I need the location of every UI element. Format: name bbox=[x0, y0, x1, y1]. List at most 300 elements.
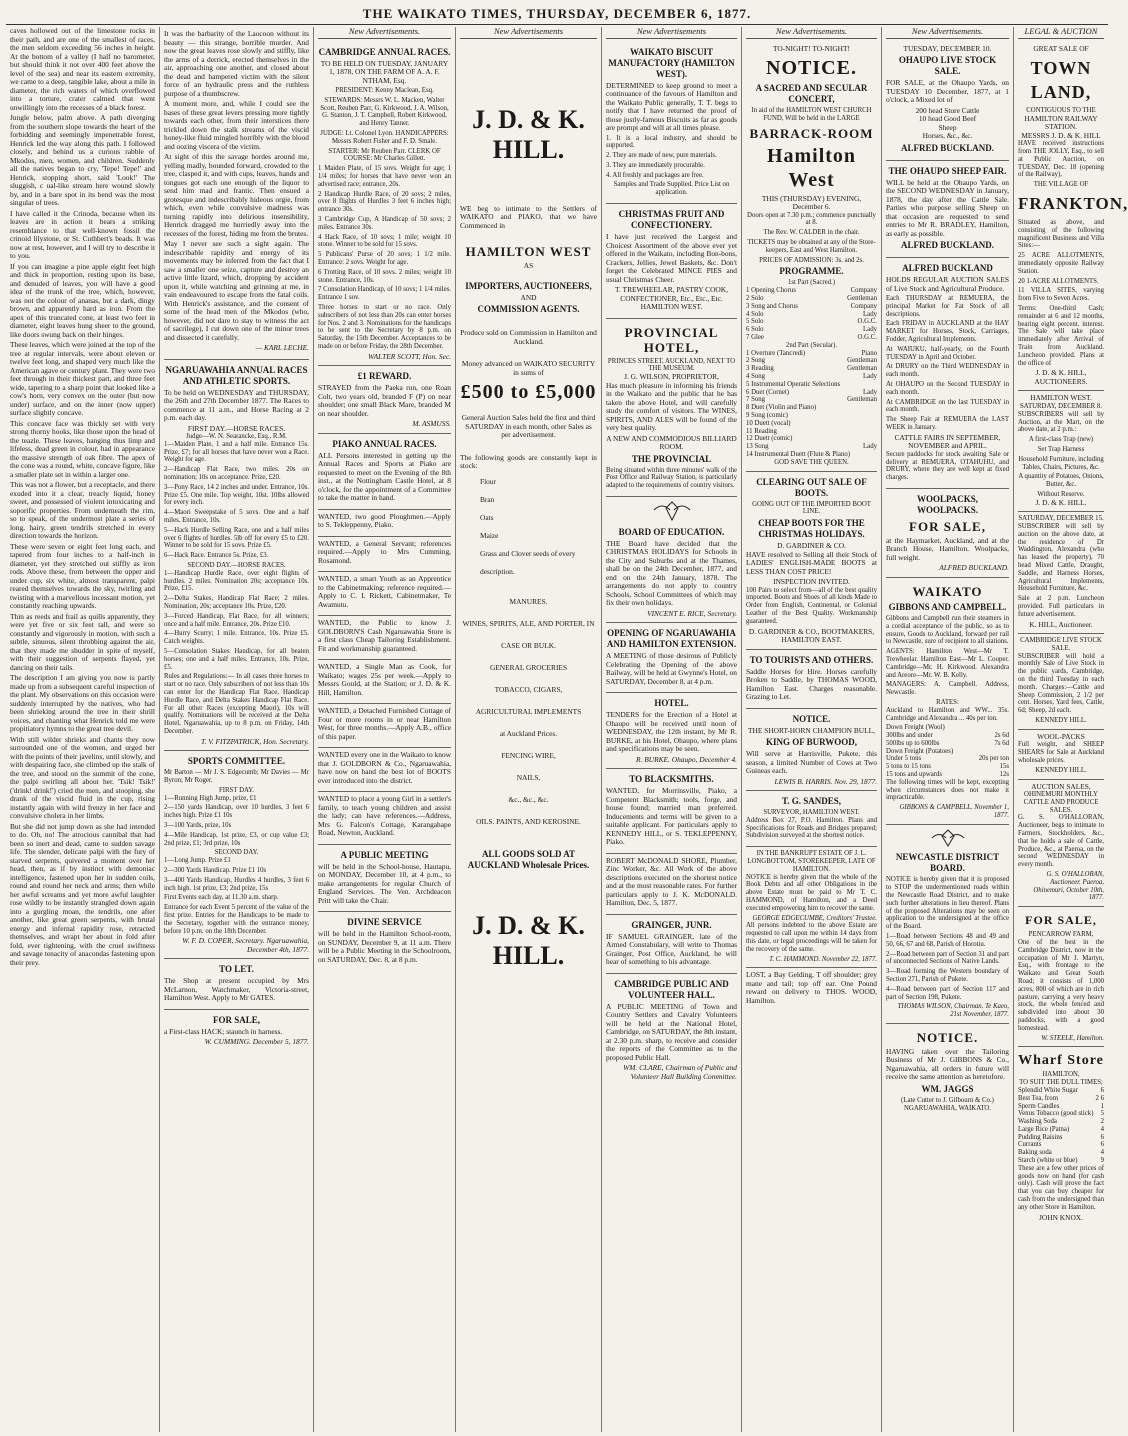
ad-role: IMPORTERS, AUCTIONEERS, bbox=[465, 280, 592, 291]
sale-item: A quantity of Potatoes, Onions, Butter, &c. bbox=[1018, 473, 1104, 489]
story-paragraph: This was not a flower, but a receptacle, and there exuded into it a clear, treacly liquid, honey sweet, and possessed of violent intoxicating and soporific properties. From underneath the rim, so to speak, of the undermost plate a series of long, hairy, green tendrils stretched in every direction towards the horizon. bbox=[10, 480, 155, 540]
ad-signature: LEWIS B. HARRIS. Nov. 29, 1877. bbox=[774, 776, 877, 786]
ad-name: KING OF BURWOOD, bbox=[765, 737, 858, 748]
programme-row: 6 Duet (Cornet) Lady bbox=[746, 388, 877, 396]
column-ads-8 bbox=[1014, 26, 1128, 1432]
ad-signature: JOHN KNOX. bbox=[1039, 1212, 1083, 1222]
price-list bbox=[1018, 1087, 1104, 1165]
ad-subtitle: GOING OUT OF THE IMPORTED BOOT LINE. bbox=[752, 500, 871, 516]
column-header: LEGAL & AUCTION bbox=[1018, 27, 1104, 39]
ad-signature: (Late Cutter to J. Gilbourn & Co.) NGARUAWAHIA, WAIKATO. bbox=[901, 1096, 994, 1112]
goods-item: OILS. PAINTS, AND KEROSINE. bbox=[476, 816, 581, 826]
ad-subhead: CATTLE FAIRS IN SEPTEMBER, NOVEMBER and APRIL. bbox=[894, 432, 1001, 451]
programme-part: 1st Part (Sacred.) bbox=[788, 279, 835, 287]
programme-row: 9 Song (comic) bbox=[746, 411, 788, 419]
race-item: 6 Trotting Race, of 10 sovs. 2 miles; weight 10 stone. Entrance, 10s. bbox=[318, 268, 451, 284]
ad-text: TENDERS for the Erection of a Hotel at Ohaupo will be received until noon of WEDNESDAY, the 12th instant, by Mr R. BURKE, at his Hotel, Ohaupo, where plans and specifications may be seen. bbox=[606, 710, 737, 754]
race-item: 1—Maiden Plate, 1 and a half mile. Entrance 15s. Prize, £7; for all horses that have never won a Race. Weight for age. bbox=[164, 440, 309, 464]
ad-judge: Judge—W. N. Searancke, Esq., R.M. bbox=[186, 433, 287, 440]
rate-row: 300lbs and under 2s 6d bbox=[886, 732, 1009, 740]
columns bbox=[6, 26, 1128, 1432]
column-header: New Advertisements bbox=[606, 27, 737, 39]
ad-text: SUBSCRIBER will sell by auction on the above date, at the residence of Dr Waddington, Alexandra (who has leased the property), 70 head Mixed Cattle, Draught, Saddle, and Harness Horses, Agricultural Implements, Household Furniture, &c. bbox=[1018, 522, 1104, 593]
story-paragraph: These were seven or eight feet long each, and tapered from four inches to a half-inch in diameter, yet they stretched out stiffly as iron rods. Above these, from between the upper and under cup, six white, almost transparent, palpi reared themselves towards the sky, twirling and twisting with a marvellous incessant motion, yet constantly reaching upwards. bbox=[10, 541, 155, 610]
story-paragraph: May I never see such a sight again. The indescribable rapidity and energy of its movements may be inferred from the fact that I saw a smaller one seize, capture and destroy an active little lizard, which, dropping by accident upon it, while watching and grinning at me, in vain endeavoured to escape from the fatal coils. With Henrick's assistance, and the consent of some of the head men of the Mkodos (who, however, did not dare to stay to witness the act of sacrilege), I cut down one of the minor trees and dissected it carefully. bbox=[164, 239, 309, 342]
ad-text: Saddle Horses for Hire. Horses carefully Broken to Saddle, by THOMAS WOOD, Hamilton East. Charges reasonable. Grazing to Let. bbox=[746, 666, 877, 702]
ad-notice: NOTICE. bbox=[766, 57, 857, 79]
ad-text: IF SAMUEL GRAINGER, late of the Armed Constabulary, will write to Thomas Grainger, Post Office, Auckland, he will hear of something to his advantage. bbox=[606, 931, 737, 967]
ad-title: CHRISTMAS FRUIT AND CONFECTIONERY. bbox=[618, 209, 725, 231]
ad-title: NEWCASTLE DISTRICT BOARD. bbox=[895, 852, 1000, 874]
programme-row: 1 Overture (Tancredi) Piano bbox=[746, 349, 877, 357]
ad-venue: BARRACK-ROOM bbox=[749, 125, 874, 141]
programme-row: 10 Duett (vocal) bbox=[746, 419, 791, 427]
ad-title: GREAT SALE OF bbox=[1033, 43, 1089, 53]
column-header: New Advertisements bbox=[460, 27, 597, 39]
ad-place: HAMILTON WEST. bbox=[1030, 393, 1092, 403]
hotel-tender-ad bbox=[606, 693, 737, 769]
column-story-1 bbox=[6, 27, 160, 1432]
race-item: 6—Hack Race. Entrance 5s. Prize, £3. bbox=[164, 552, 269, 560]
list-item: 4. All freshly and packages are free. bbox=[606, 171, 704, 179]
price-row: Currants 6 bbox=[1018, 1141, 1104, 1149]
column-header: New Advertisements. bbox=[746, 27, 877, 39]
sale-item: A first-class Trap (new) bbox=[1028, 436, 1094, 444]
ad-headline: TOWN LAND, bbox=[1030, 58, 1092, 102]
ad-subtitle: TO SUIT THE DULL TIMES; bbox=[1019, 1079, 1103, 1087]
ad-title: THE OHAUPO SHEEP FAIR. bbox=[888, 165, 1007, 176]
buckland-auctions-ad bbox=[886, 258, 1009, 489]
goods-item: FENCING WIRE, bbox=[501, 750, 556, 760]
crest-icon bbox=[606, 500, 737, 525]
story-text bbox=[10, 27, 155, 967]
story-paragraph: This concave face was thickly set with very strong thorny hooks, like those upon the head of the teazle. These leaves, hanging thus limp and lifeless, dead green in colour, had in appearance the massive strength of oak fibre. The apex of the cone was a round, white, concave figure, like a smaller plate set in within a larger one. bbox=[10, 418, 155, 479]
ad-text: WILL be held at the Ohaupo Yards, on the SECOND WEDNESDAY in January, 1878, the day after the Cattle Sale. Parties who purpose selling Sheep on that occasion are requested to send entries to Mr R. BRADLEY, Hamilton, as early as possible. bbox=[886, 177, 1009, 238]
ad-title: CAMBRIDGE ANNUAL RACES. bbox=[318, 46, 451, 57]
ad-text: STARTER: Mr Reuben Parr. CLERK OF COURSE: Mr Charles Gillett. bbox=[328, 147, 441, 163]
ad-title: A PUBLIC MEETING bbox=[340, 849, 429, 860]
ad-text: Mr Barton — Mr J. S. Edgecumb; Mr Davies — Mr Byron; Mr Roger. bbox=[164, 769, 309, 784]
newcastle-board-ad bbox=[886, 825, 1009, 1024]
ad-text: WANTED, a smart Youth as an Apprentice to the Cabinetmaking; reference required.—Apply to C. I. Rickett, Cabinetmaker, Te Awamutu. bbox=[318, 574, 451, 609]
rate-row: Down Freight (Potatoes) bbox=[886, 747, 954, 755]
ad-subtitle: FOR SALE, bbox=[909, 518, 986, 534]
race-item: 3—Forced Handicap, Flat Race, for all winners; once and a half mile. Entrance, 20s. Prize £10. bbox=[164, 612, 309, 628]
ad-text: To be held on WEDNESDAY and THURSDAY, the 26th and 27th December 1877. The Races to commence at 11 a.m., and Horse Racing at 2 p.m. each day. bbox=[164, 387, 309, 422]
ad-firm: MESSRS J. D. & K. HILL bbox=[1021, 130, 1101, 140]
ad-title: £1 REWARD. bbox=[357, 371, 412, 382]
ad-subhead: FIRST DAY. bbox=[218, 786, 254, 794]
ad-text: General Auction Sales held the first and third SATURDAY in each month, other Sales as per advertisement. bbox=[461, 413, 596, 439]
ad-place: Hamilton West bbox=[766, 144, 857, 191]
ad-text: Terms: One-third Cash; remainder at 6 and 12 months, bearing eight percent. interest. The Sale will take place immediately after Arrival of Train from Auckland. Luncheon provided. Plans at the office of bbox=[1018, 305, 1104, 367]
ad-signature: W. F. D. COPER, Secretary. Ngaruawahia, December 4th, 1877. bbox=[182, 936, 309, 954]
rate-row: Down Freight (Wool) bbox=[886, 724, 945, 732]
ad-role: COMMISSION AGENTS. bbox=[477, 304, 580, 314]
ad-title: BOARD OF EDUCATION. bbox=[618, 526, 725, 537]
plumber-ad bbox=[606, 854, 737, 915]
ad-role: SURVEYOR, HAMILTON WEST. bbox=[763, 809, 860, 817]
ad-text: Entrance for each Event 5 percent of the value of the first prize. Entries for the Handicaps to be made to the Secretary, together with the entrance money, before 10 p.m. on the 18th December. bbox=[164, 904, 309, 935]
christmas-fruit-ad bbox=[606, 204, 737, 319]
list-item: 2. They are made of new, pure materials. bbox=[606, 152, 717, 160]
ad-text: WANTED, the Public to know J. GOLDBORN'S Cash Ngaruawahia Store is a first class Cheap Tailoring Establishment. Fit and workmanship guaranteed. bbox=[318, 618, 451, 653]
road-item: 1—Road between Sections 48 and 49 and 50, 66, 67 and 68, Parish of Horotiu. bbox=[886, 932, 1009, 948]
ad-text: WANTED, two good Ploughmen.—Apply to S. Tekleppenny, Piako. bbox=[318, 511, 451, 530]
programme-row: 14 Instrumental Duett (Flute & Piano) bbox=[746, 450, 851, 458]
ad-title: SPORTS COMMITTEE. bbox=[187, 756, 286, 767]
ad-text: WANTED every one in the Waikato to know that J. GOLDBORN & Co., Ngaruawahia, have now on hand the best lot of BOOTS ever introduced into the district. bbox=[318, 750, 451, 785]
wanted-ad bbox=[318, 510, 451, 537]
ad-title: AUCTION SALES, bbox=[1031, 781, 1091, 791]
schedule-item: At WAIUKU, half-yearly, on the Fourth TUESDAY in April and October. bbox=[886, 345, 1009, 361]
sheep-fair-ad bbox=[886, 161, 1009, 259]
ad-subtitle: PRINCES STREET, AUCKLAND, NEXT TO THE MUSEUM. bbox=[607, 357, 736, 373]
tourists-ad bbox=[746, 650, 877, 709]
story-paragraph: Jungle below, palm above. A path diverging from the southern slope towards the heart of the forbidding and seemingly impenetrable forest, Henrick led the way along this path. I followed closely, and behind us a curious rabble of Mkodos, men, women, and children. Suddenly all the natives began to cry, 'Tepe! Tepe!' and Henrick, stopping short, said 'Look!' The sluggish, c ual-like stream here wound slowly by, and in a bare spot in its bend was the most singular of trees. bbox=[10, 113, 155, 207]
column-header: New Advertisements. bbox=[318, 27, 451, 39]
goods-item: Oats bbox=[480, 512, 494, 522]
ad-text: PRICES OF ADMISSION: 3s. and 2s. bbox=[759, 256, 864, 264]
ad-text: The following times will be kept, excepting when circumstances does not make it impracticable. bbox=[886, 778, 1009, 802]
story-paragraph: Thin as reeds and frail as quills apparently, they were yet five or six feet tall, and were so constantly and vigorously in motion, with such a subtle, sinuous, silent throbbing against the air, that they made me shudder in spite of myself, with their suggestion of serpents flayed, yet dancing on their tails. bbox=[10, 611, 155, 672]
goods-list bbox=[460, 473, 597, 581]
ad-text: STRAYED from the Paeka run, one Roan Colt, two years old, branded F (P) on near shoulder; one small Black Mare, branded M on near shoulder. bbox=[318, 383, 451, 418]
ad-text: TO BE HELD ON TUESDAY, JANUARY 1, 1878, ON THE FARM OF A. A. F. NTHAM, Esq. bbox=[320, 58, 449, 85]
ad-proprietor: J. G. WILSON, PROPRIETOR, bbox=[624, 372, 719, 382]
column-ads-5 bbox=[602, 27, 742, 1432]
town-land-sale-ad bbox=[1018, 42, 1128, 392]
ad-signature: M. ASMUSS. bbox=[412, 419, 451, 429]
blacksmiths-ad bbox=[606, 769, 737, 854]
column-ads-6 bbox=[742, 27, 882, 1432]
goods-item: Maize bbox=[480, 530, 499, 540]
alexandra-sale-ad bbox=[1018, 512, 1104, 634]
firm-name: J. D. & K. HILL. bbox=[472, 910, 585, 970]
ad-text: PRESIDENT: Kenny Maclean, Esq. bbox=[335, 87, 434, 94]
story-paragraph: If you can imagine a pine apple eight feet high and thick in proportion, resting upon its base, and denuded of leaves, you will have a good idea of the trunk of the tree, which, however, was not the colour of ananas, but a dark, dingy brown, and apparently hard as iron. From the apex of this truncated cone, at least two feet in diameter, eight leaves hung sheer to the ground, like doors swung back on their hinges. bbox=[10, 261, 155, 339]
ad-text: HOLDS REGULAR AUCTION SALES of Live Stock and Agricultural Produce. bbox=[886, 275, 1009, 293]
ad-rules: Three horses to start or no race. Only subscribers of not less than 20s can enter horses for Nos. 2 and 3. Nominations for the handicaps to be sent to the Secretary by 8 p.m. on Saturday, the 15th December. Acceptances to be made on or before Friday, the 28th December. bbox=[318, 303, 451, 350]
ad-subhead: SECOND DAY.—HORSE RACES. bbox=[187, 561, 286, 569]
goods-item: Grass and Clover seeds of every description. bbox=[480, 548, 576, 576]
race-item: 1—Handicap Hurdle Race, over eight flights of hurdles. 2 miles. Nomination 20s; acceptance 10s. Prize, £15. bbox=[164, 569, 309, 593]
ad-signature: T. TREWHEELAR, PASTRY COOK, CONFECTIONER, Etc., Etc., Etc. HAMILTON WEST. bbox=[615, 285, 728, 312]
ad-text: WANTED to place a young Girl in a settler's family, to teach young children and assist the lady; can have references.—Address, Mrs G. Falcon's Cottage, Karangahape Road, Newton, Auckland. bbox=[318, 794, 451, 838]
event-item: 1—Long Jump. Prize £1 bbox=[164, 857, 231, 865]
ad-title: TO TOURISTS AND OTHERS. bbox=[749, 654, 874, 665]
ad-text: Produce sold on Commission in Hamilton and Auckland. bbox=[460, 328, 597, 346]
bankrupt-estate-ad bbox=[746, 847, 877, 968]
ad-name: WM. JAGGS bbox=[921, 1083, 974, 1094]
road-item: 4—Road between part of Section 117 and part of Section 198, Pukete. bbox=[886, 985, 1009, 1001]
ad-title: WAIKATO bbox=[912, 583, 983, 599]
event-item: 2—150 yards Handicap, over 10 hurdles, 3 feet 6 inches high. Prize £1 10s bbox=[164, 804, 309, 820]
story-paragraph: But she did not jump down as she had intended to do. Oh, no! The atrocious cannibal that had been so inert and dead, came to sudden savage life. The slender, delicate palpi with the fury of starved serpents, quivered a moment over her head, then, as if by instinct with demoniac intelligence, fastened upon her in sudden coils, round and round her neck and arms; then while her awful screams and yet more awful laughter rose wildly to be instantly strangled down again into a gurgling moan, the tendrils, one after another, like great green serpents, with brutal energy and infernal rapidity rose, retracted themselves, and wrapt her about in fold after fold, ever tightening, with the cruel swiftness and savage tenacity of anacondas fastening upon their prey. bbox=[10, 821, 155, 967]
ad-title: CAMBRIDGE LIVE STOCK SALE. bbox=[1020, 637, 1102, 652]
lot-item: 11 VILLA SITES, varying from Five to Seven Acres. bbox=[1018, 287, 1104, 303]
ad-text: NOTICE is hereby given that it is proposed to STOP the undermentioned roads within the Newcastle Road District, and to make such further alterations in lieu thereof. Plans of the proposed Alterations may be seen on application to the undersigned at the office of the Board. bbox=[886, 876, 1009, 931]
ad-text: at the Haymarket, Auckland, and at the Branch House, Hamilton. Woolpacks, full weight. bbox=[886, 535, 1009, 562]
story-paragraph: At sight of this the savage hordes around me, yelling madly, bounded forward, crowded to the tree, clasped it, and with cups, leaves, hands and tongues got each one enough of the liquor to send him mad and frantic. Then ensued a grotesque and indescribably hideous orgie, from which, even while convulsive madness was turning rapidly into delirious insensibility, Henrick dragged me hurriedly away into the recesses of the forest, hiding me from the brutes. bbox=[164, 152, 309, 238]
ad-text: A PUBLIC MEETING of Town and Country Settlers and Cavalry Volunteers will be held at the National Hotel, Cambridge, on SATURDAY, the 8th instant, at 2.30 p.m. sharp, to receive and consider the reports of the Committee as to the proposed Public Hall. bbox=[606, 1001, 737, 1062]
ad-signature: K. HILL, Auctioneer. bbox=[1029, 619, 1093, 629]
ad-signature: R. BURKE. Ohaupo, December 4. bbox=[636, 754, 737, 764]
ad-text: All persons indebted to the above Estate are requested to call upon me within 14 days from this date, or legal proceedings will be taken for the recovery of the same. bbox=[746, 922, 877, 953]
ad-signature: KENNEDY HILL. bbox=[1035, 717, 1087, 725]
programme-list bbox=[746, 350, 877, 459]
ohaupo-stock-sale-ad bbox=[886, 42, 1009, 161]
goods-item: at Auckland Prices. bbox=[499, 728, 558, 738]
rates-list bbox=[886, 724, 1009, 779]
ad-text: a First-class HACK; staunch in harness. bbox=[164, 1026, 283, 1036]
ad-title: OPENING OF NGARUAWAHIA AND HAMILTON EXTENSION. bbox=[606, 628, 737, 650]
ad-text: GOD SAVE THE QUEEN. bbox=[774, 458, 849, 466]
ad-text: One of the best in the Cambridge District, now in the occupation of Mr J. Martyn, Esq., with frontage to the Waikato and Great South Road; it consists of 1,000 acres, 800 of which are in rich pasture, carrying a very heavy stock, the whole fenced and subdivided into about 30 paddocks, with a good homestead. bbox=[1018, 938, 1104, 1032]
race-item: 1 Maiden Plate, of 15 sovs. Weight for age; 1 1/4 miles; for horses that have never won an advertised race; entrance, 20s. bbox=[318, 165, 451, 188]
wanted-ad bbox=[318, 616, 451, 660]
ad-title: FOR SALE, bbox=[1025, 913, 1097, 928]
ad-text: NOTICE is hereby given that the whole of the Book Debts and all other Obligations in the above Estate must be paid to Mr T. C. HAMMOND, of Hamilton, and a Deed executed empowering him to recover the same. bbox=[746, 873, 877, 912]
ohinemuri-auction-ad bbox=[1018, 780, 1104, 908]
ad-text: A MEETING of those desirous of Publicly Celebrating the Opening of the above Railway, will be held at Gwynne's Hotel, on SATURDAY, December 8, at 4 p.m. bbox=[606, 651, 737, 686]
ad-signature: ALFRED BUCKLAND. bbox=[900, 240, 994, 250]
goods-item: Bran bbox=[480, 494, 495, 504]
wanted-ad bbox=[318, 704, 451, 748]
ad-text: JUDGE: Lt. Colonel Lyon. HANDICAPPERS: Messrs Robert Fisher and F. D. Smale. bbox=[320, 129, 449, 145]
ad-text: Being situated within three minutes' walk of the Post Office and Railway Station, is particularly adapted to the requirements of country visitors. bbox=[606, 466, 737, 490]
concert-ad bbox=[746, 42, 877, 472]
ad-title: CLEARING OUT SALE OF BOOTS. bbox=[756, 476, 867, 498]
goods-item: TOBACCO, CIGARS, bbox=[494, 684, 563, 694]
sports-committee-ad bbox=[164, 751, 309, 959]
ad-title: NGARUAWAHIA ANNUAL RACES AND ATHLETIC SPORTS. bbox=[165, 364, 308, 386]
ad-text: WANTED, for Morrinsville, Piako, a Competent Blacksmith; tools, forge, and house found; married man preferred. Inducements and terms will be given to a suitable applicant. For particulars apply to KENNEDY HILL, or S. TEKLEPPENNY, Piako. bbox=[606, 786, 737, 847]
ad-subhead: FIRST DAY.—HORSE RACES. bbox=[187, 423, 286, 433]
provincial-hotel-ad bbox=[606, 319, 737, 497]
stock-item: Sheep bbox=[938, 122, 957, 132]
event-item: First Events each day, at 11.30 a.m. sharp. bbox=[164, 894, 279, 902]
price-row: Large Rice (Patna) 4 bbox=[1018, 1125, 1104, 1133]
ad-title: TO BLACKSMITHS. bbox=[629, 774, 714, 785]
ad-signature: WM. CLARE, Chairman of Public and Volunteer Hall Building Committee. bbox=[623, 1063, 737, 1081]
ad-signature: THOMAS WILSON, Chairman. Te Kaeo, 21st November, 1877. bbox=[897, 1003, 1009, 1019]
piako-races-ad bbox=[318, 434, 451, 510]
ad-text: Has much pleasure in informing his friends in the Waikato and the public that he has taken the above Hotel, and will carefully study the comfort of visitors. The WINES, SPIRITS, AND ALES will be found of the very best quality. bbox=[606, 380, 737, 433]
ad-text: Auckland to Hamilton and WW... 35s. Cambridge and Alexandra ... 40s per ton. bbox=[886, 706, 1009, 722]
programme-row: 8 Duet (Violin and Piano) bbox=[746, 404, 817, 412]
cambridge-hall-ad bbox=[606, 974, 737, 1086]
programme-row: 4 Song Lady bbox=[746, 372, 877, 380]
ad-signature: D. GARDINER & CO., BOOTMAKERS, HAMILTON EAST. bbox=[748, 626, 875, 645]
programme-part: 2nd Part (Secular). bbox=[785, 341, 838, 349]
ad-text: HAVING taken over the Tailoring Business of Mr J. GIBBONS & Co., Ngaruawahia, all orders in future will receive the same attention as heretofore. bbox=[886, 1046, 1009, 1082]
ad-tonight: TO-NIGHT! TO-NIGHT! bbox=[773, 43, 850, 53]
ad-text: Situated as above, and consisting of the following magnificent Business and Villa Sites:— bbox=[1018, 219, 1104, 250]
ad-title: CHEAP BOOTS FOR THE CHRISTMAS HOLIDAYS. bbox=[758, 518, 865, 540]
race-item: 4—Hurry Scurry; 1 mile. Entrance, 10s. Prize £5. Catch weights. bbox=[164, 630, 309, 646]
ad-title: NOTICE. bbox=[916, 1029, 979, 1045]
ad-signature: ALFRED BUCKLAND. bbox=[939, 563, 1009, 573]
story-paragraph: caves hollowed out of the limestone rocks in their path, and are one of the smallest of races, the men seldom exceeding 56 inches in height. At the bottom of a valley (I half no barometer, but should think it not over 400 feet above the level of the sea) and near its eastern extremity, we came to a deep, tangible lake, about a mile in diameter, the rich waters of which overflowed into a torture, crater calmed that went unwillingly into the recesses of a black forest. bbox=[10, 26, 155, 112]
price-row: Starch (white or blue) 9 bbox=[1018, 1157, 1104, 1165]
race-item: 2 Handicap Hurdle Race, of 20 sovs; 2 miles, over 8 flights of Hurdles 3 feet 6 inches high; entrance 30s. bbox=[318, 190, 451, 214]
ad-signature: VINCENT E. RICE, Secretary. bbox=[647, 608, 737, 618]
programme-row: 1 Opening Chorus Company bbox=[746, 287, 877, 295]
programme-list bbox=[746, 287, 877, 342]
cambridge-races-ad bbox=[318, 42, 451, 367]
ad-title: PROVINCIAL HOTEL, bbox=[624, 324, 719, 355]
programme-row: 3 Reading Gentleman bbox=[746, 365, 877, 373]
ad-text: ALL Persons interested in getting up the Annual Races and Sports at Piako are requested to meet on the Evening of the 8th inst., at the Nottingham Castle Hotel, at 8 o'clock, for the appointment of a Committee to take the matter in hand. bbox=[318, 450, 451, 503]
hamilton-sale-ad bbox=[1018, 391, 1104, 512]
ad-text: FOR SALE, at the Ohaupo Yards, on TUESDAY 10 December, 1877, at 1 o'clock, a Mixed lot of bbox=[886, 78, 1009, 104]
programme-row: 5 Instrumental Operatic Selections bbox=[746, 380, 841, 388]
ad-title: A SACRED AND SECULAR CONCERT, bbox=[755, 83, 868, 104]
ad-title: T. G. SANDES, bbox=[781, 796, 842, 807]
price-row: Best Tea, from 2 6 bbox=[1018, 1094, 1104, 1102]
ad-text: CONTIGUOUS TO THE bbox=[1026, 107, 1096, 114]
story-paragraph: I have called it the Crinoda, because when its leaves are in action it bears a striking resemblance to that well-known fossil the crinoid lilystone, or St. Cuthbert's beads. It was now at rest, however, and I will try to describe it to you. bbox=[10, 208, 155, 260]
story-paragraph: It was the barbarity of the Laocoon without its beauty — this strange, horrible murder. And now the great leaves rose slowly and stiffly, like the arms of a derrick, erected themselves in the air, approaching one another, and closed about the dead and hampered victim with the silent force of an hydraulic press and the ruthless purpose of a thumbscrew. bbox=[164, 29, 309, 98]
ad-text: 100 Pairs to select from—all of the best quality imported. Boots and Shoes of all kinds Made to Order from English, Continental, or Colonial Leather of the Best Quality. Workmanship guaranteed. bbox=[746, 586, 877, 625]
ad-text: WE beg to intimate to the Settlers of WAIKATO and PIAKO, that we have Commenced in bbox=[460, 203, 597, 230]
boots-sale-ad bbox=[746, 472, 877, 650]
goods-item: GENERAL GROCERIES bbox=[489, 662, 568, 672]
ad-text: HAVE received instructions from THE JOLLY, Esq., to sell at Public Auction, on TUESDAY, Dec. 18 (opening of the Railway), bbox=[1018, 140, 1104, 179]
wanted-ad bbox=[318, 792, 451, 845]
story-author: — KARL LECHE. bbox=[255, 343, 309, 352]
goods-item: MANURES. bbox=[509, 596, 548, 606]
ad-text: STEWARDS: Messrs W. L. Macken, Walter Scott, Reuben Parr, G. Kirkwood, J. A. Wilson, G. Stanton, J. T. Campbell, Robert Kirkwood, and Henry Tanner. bbox=[320, 96, 449, 128]
lot-item: 20 1-ACRE ALLOTMENTS. bbox=[1018, 277, 1099, 285]
crest-icon bbox=[886, 828, 1009, 851]
rate-row: 15 tons and upwards 12s bbox=[886, 771, 1009, 779]
column-ads-4 bbox=[456, 27, 602, 1432]
race-item: 2—Handicap Flat Race, two miles. 20s on nomination; 10s on acceptance. Prize, £20. bbox=[164, 466, 309, 481]
ad-title: Wharf Store bbox=[1018, 1053, 1104, 1069]
ad-text: In aid of the HAMILTON WEST CHURCH FUND, Will be held in the LARGE bbox=[751, 107, 872, 122]
ad-signature: GIBBONS & CAMPBELL. November 1, 1877. bbox=[899, 804, 1009, 820]
ad-text: WANTED, a Single Man as Cook, for Waikato; wages 25s per week.—Apply to Messrs Gould, at the Station; or J. D. & K. Hill, Hamilton. bbox=[318, 662, 451, 697]
ad-text: ALL GOODS SOLD AT AUCKLAND Wholesale Prices. bbox=[467, 848, 590, 870]
ad-subhead: SECOND DAY. bbox=[214, 849, 259, 857]
surveyor-ad bbox=[746, 791, 877, 847]
ad-subtitle: OHINEMURI MONTHLY CATTLE AND PRODUCE SALES. bbox=[1023, 791, 1099, 814]
ad-text: Doors open at 7.30 p.m.; commence punctually at 8. bbox=[747, 211, 876, 227]
ad-date: SATURDAY, DECEMBER 15. bbox=[1018, 515, 1104, 523]
sale-item: Set Trap Harness bbox=[1037, 445, 1085, 453]
ad-title: GRAINGER, JUNR. bbox=[631, 919, 712, 930]
ad-rules: Rules and Regulations:— In all cases three horses to start or no race. Only subscribers of not less than 10s can enter for the Handicap Flat Race, Handicap Hurdle Race, and Delta Stakes Handicap Flat Race. For all other Races (excepting Maori), 10s will qualify. Nominations will be received at the Delta Hotel, Ngaruawahia, up to 8 p.m. on Friday, 14th December. bbox=[164, 673, 309, 735]
programme-row: 5 Solo O.G.C. bbox=[746, 318, 877, 326]
stock-item: 200 head Store Cattle bbox=[915, 105, 980, 115]
programme-title: PROGRAMME. bbox=[779, 266, 844, 277]
price-row: Splendid White Sugar 6 bbox=[1018, 1086, 1104, 1094]
programme-row: 12 Duett (comic) bbox=[746, 435, 793, 443]
stock-item: Horses, &c., &c. bbox=[922, 131, 973, 140]
grainger-ad bbox=[606, 915, 737, 974]
ad-text: LOST, a Bay Gelding, T off shoulder; grey mane and tail; top off ear. One Pound reward on delivery to THOS. WOOD, Hamilton. bbox=[746, 970, 877, 1005]
programme-row: 11 Reading bbox=[746, 427, 777, 435]
ad-text: Full weight, and SHEEP SHEARS for Sale at Auckland wholesale prices. bbox=[1018, 741, 1104, 764]
ad-text: Gibbons and Campbell run their steamers in a cordial acceptance of the public, so as to ensure, Goods to Auckland, forward per rail to Newcastle, sure of recipient to all stations. bbox=[886, 614, 1009, 646]
schedule-item: At CAMBRIDGE on the last TUESDAY in each month. bbox=[886, 398, 1009, 414]
stock-item: 10 head Good Beef bbox=[918, 114, 977, 123]
wanted-ad bbox=[318, 572, 451, 616]
list-item: 1. It is a local industry, and should be supported. bbox=[606, 134, 737, 150]
race-item: 5—Consolation Stakes Handicap, for all beaten horses; one and a half miles. Entrance, 10s. Prize, £5. bbox=[164, 647, 309, 671]
programme-row: 7 Glee O.G.C. bbox=[746, 333, 877, 341]
ad-signature: G. S. O'HALLORAN, Auctioneer. Paeroa, Ohinemuri, October 10th, 1877. bbox=[1033, 870, 1104, 902]
ad-text: The Shop at present occupied by Mrs McLarnon, Watchmaker, Victoria-street, Hamilton West. Apply to Mr GATES. bbox=[164, 976, 309, 1003]
ad-signature: ALFRED BUCKLAND. bbox=[900, 142, 994, 153]
schedule-item: At DRURY on the Third WEDNESDAY in each month. bbox=[886, 363, 1009, 379]
programme-row: 6 Solo Lady bbox=[746, 326, 877, 334]
ad-text: These are a few other prices of goods now on hand (for cash only). Cash will prove the fact that you can buy cheaper for cash from the undersigned than any other Store in Hamilton. bbox=[1018, 1164, 1104, 1211]
ad-word: AND bbox=[520, 292, 537, 302]
ad-headline: FRANKTON, bbox=[1018, 194, 1128, 214]
price-row: Pudding Raisins 6 bbox=[1018, 1133, 1104, 1141]
ad-title: DIVINE SERVICE bbox=[347, 917, 422, 928]
ad-text: Address Box 27, P.O. Hamilton. Plans and Specifications for Roads and Bridges prepared; Subdivision surveyed at the shortest notice. bbox=[746, 816, 877, 840]
wharf-store-ad bbox=[1018, 1047, 1104, 1226]
ad-title: FOR SALE, bbox=[212, 1014, 260, 1025]
ad-text: Sale at 2 p.m. Luncheon provided. Full particulars in future advertisement. bbox=[1018, 595, 1104, 618]
list-item: 3. They are immediately procurable. bbox=[606, 161, 705, 169]
wool-packs-ad bbox=[1018, 730, 1104, 780]
sale-item: Household Furniture, including Tables, Chairs, Pictures, &c. bbox=[1018, 455, 1104, 471]
ad-text: Samples and Trade Supplied. Price List on application. bbox=[613, 181, 730, 197]
goods-item: &c., &c., &c. bbox=[508, 794, 549, 804]
ad-title: GIBBONS AND CAMPBELL. bbox=[888, 601, 1007, 612]
ad-text: SUBSCRIBER will hold a monthly Sale of Live Stock in the public yards, Cambridge, on the third Tuesday in each month. Charges:—Cattle and Sheep Commission, 2 1/2 per cent. Horses, Yard fees, Cattle, 6d; Sheep, 2d each. bbox=[1018, 652, 1104, 715]
ad-text: ROBERT McDONALD SHORE, Plumber, Zinc Worker, &c. All Work of the above descriptions executed on the shortest notice and at the most reasonable rates. For further particulars apply to J. K. McDONALD. Hamilton, Dec. 5, 1877. bbox=[606, 855, 737, 908]
ad-place: HAMILTON, bbox=[1042, 1071, 1080, 1079]
programme-row: 7 Song Gentleman bbox=[746, 396, 877, 404]
wanted-ad bbox=[318, 748, 451, 792]
story-paragraph: These leaves, which were joined at the top of the tree at regular intervals, were about eleven or twelve feet long, and shaped very much like the American agave or century plant. They were two feet through in their thickest part, and three feet wide, tapering to a sharp point that looked like a cow's horn, very convex on the outer (but now under) surface, and on the inner (now upper) surface slightly concave. bbox=[10, 340, 155, 417]
ad-text: WANTED, a General Servant; references required.—Apply to Mrs Cumming, Rosamond. bbox=[318, 538, 451, 565]
race-item: 7 Consolation Handicap, of 10 sovs; 1 1/4 miles. Entrance 1 sov. bbox=[318, 286, 451, 302]
race-item: 2—Delta Stakes, Handicap Flat Race; 2 miles. Nomination, 20s; acceptance 10s. Prize, £20. bbox=[164, 595, 309, 610]
event-item: 2—300 Yards Handicap. Prize £1 10s bbox=[164, 866, 267, 874]
firm-name: J. D. & K. HILL. bbox=[472, 104, 585, 164]
opening-railway-ad bbox=[606, 623, 737, 693]
ad-title: WAIKATO BISCUIT MANUFACTORY (HAMILTON WEST). bbox=[608, 46, 735, 79]
gibbons-campbell-ad bbox=[886, 578, 1009, 825]
ad-date: THIS (THURSDAY) EVENING, December 6. bbox=[761, 193, 862, 212]
race-item: 4 Hack Race, of 10 sovs; 1 mile; weight 10 stone. Winner to be sold for 15 sovs. bbox=[318, 233, 451, 249]
ad-text: DETERMINED to keep ground to meet a continuance of the favours of Hamilton and the Waikato Public generally, T. T. begs to notify that I have returned the proof of those justly-famous Biscuits as far as goods are prompt and will at all times please. bbox=[606, 80, 737, 132]
for-sale-hack-ad bbox=[164, 1010, 309, 1051]
ad-text: will be held in the Hamilton School-room, on SUNDAY, December 9, at 11 a.m. There will be a Public Meeting in the Schoolroom, on SATURDAY, Dec. 8, at 8 p.m. bbox=[318, 929, 451, 964]
ad-title: ALFRED BUCKLAND bbox=[902, 263, 993, 273]
ad-title: WOOL-PACKS bbox=[1037, 731, 1085, 741]
column-header: New Advertisements. bbox=[886, 27, 1009, 39]
price-row: Washing Soda 2 bbox=[1018, 1118, 1104, 1126]
cambridge-stock-sale-ad bbox=[1018, 634, 1104, 730]
ad-title: IN THE BANKRUPT ESTATE OF J. L. LONGBOTTOM, STOREKEEPER, LATE OF HAMILTON. bbox=[747, 850, 876, 873]
ad-title: PIAKO ANNUAL RACES. bbox=[332, 438, 437, 449]
to-let-ad bbox=[164, 959, 309, 1010]
board-of-education-ad bbox=[606, 497, 737, 623]
ad-signature: T. V. FITZPATRICK, Hon. Secretary. bbox=[200, 736, 309, 746]
event-item: 4—Mile Handicap, 1st prize, £3, or cup value £3; 2nd prize, £1; 3rd prize, 10s bbox=[164, 831, 309, 847]
road-item: 2—Road between part of Section 31 and part of unconnected Sections of Native Lands. bbox=[886, 950, 1009, 966]
story-paragraph: A moment more, and, while I could see the bases of these great levers pressing more tightly towards each other, from their interstices there trickled down the stalk streams of the viscid honey-like fluid mingled horribly with the blood and oozing viscera of the victim. bbox=[164, 99, 309, 151]
ad-signature: GEORGE EDGECUMBE, Creditors' Trustee. bbox=[752, 914, 877, 922]
